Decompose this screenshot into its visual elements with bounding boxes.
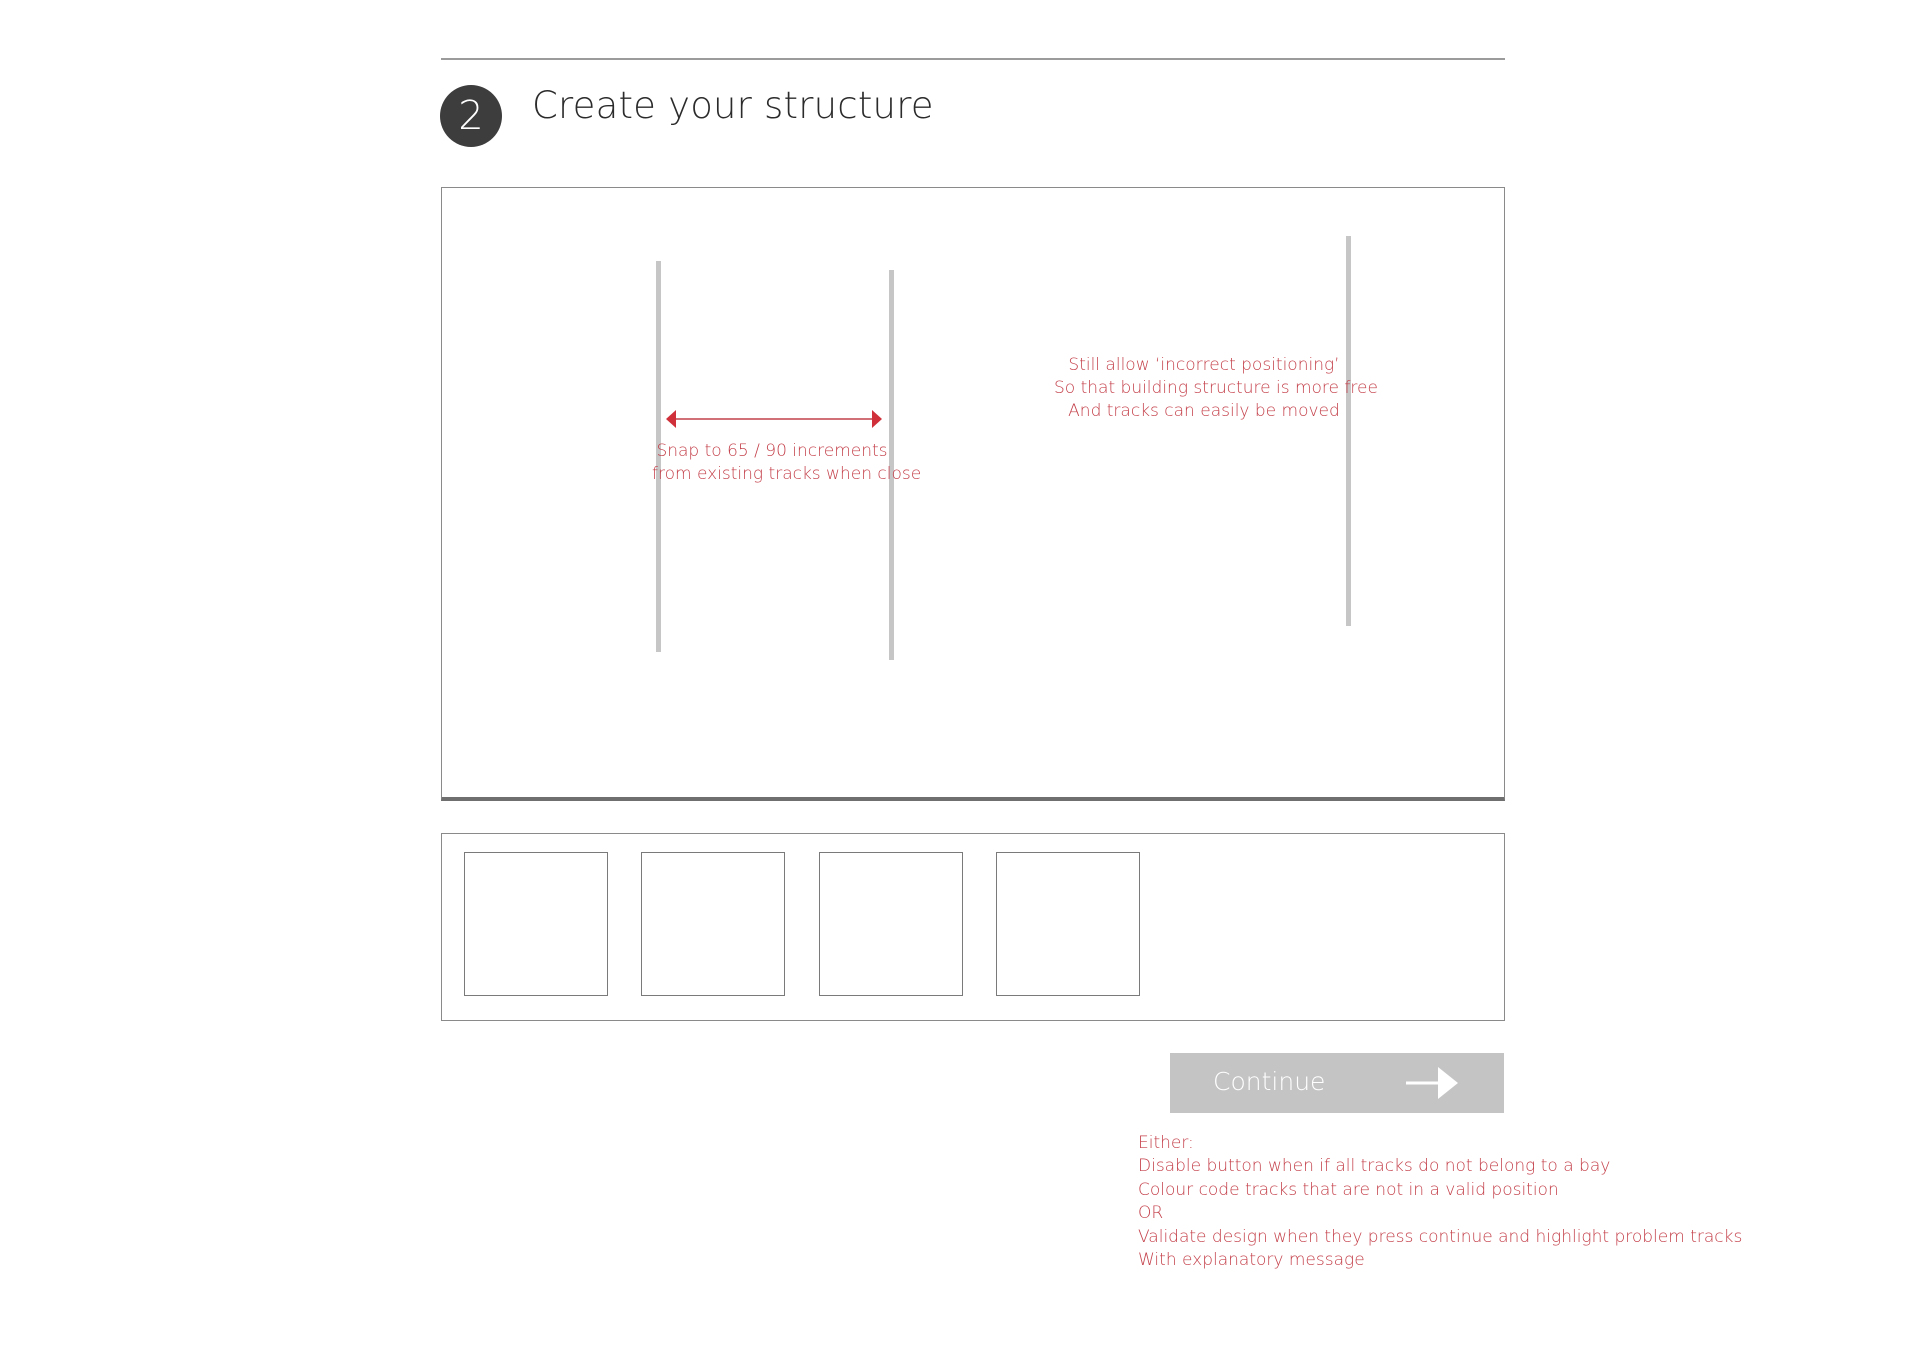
validation-note-line: Either: bbox=[1138, 1133, 1194, 1153]
snap-annotation-line1: Snap to 65 / 90 increments bbox=[656, 441, 888, 461]
palette-tile-3[interactable] bbox=[819, 852, 963, 996]
snap-distance-arrow-icon bbox=[666, 408, 882, 430]
arrow-right-icon bbox=[1406, 1065, 1458, 1101]
palette-tile-1[interactable] bbox=[464, 852, 608, 996]
positioning-annotation-line1: Still allow ‘incorrect positioning’ bbox=[1068, 355, 1340, 375]
palette-tile-4[interactable] bbox=[996, 852, 1140, 996]
snap-annotation bbox=[652, 440, 922, 486]
validation-note-line: Colour code tracks that are not in a valid position bbox=[1138, 1179, 1559, 1200]
step-number-badge: 2 bbox=[440, 85, 502, 147]
page-title: Create your structure bbox=[532, 84, 934, 127]
snap-annotation-line2: from existing tracks when close bbox=[652, 464, 922, 484]
validation-note bbox=[1138, 1132, 1742, 1272]
validation-note-line: Disable button when if all tracks do not belong to a bay bbox=[1138, 1156, 1611, 1177]
continue-button-label: Continue bbox=[1213, 1067, 1326, 1096]
structure-canvas[interactable] bbox=[441, 187, 1505, 801]
track-3[interactable] bbox=[1346, 236, 1351, 626]
top-divider bbox=[441, 58, 1505, 60]
validation-note-line: OR bbox=[1138, 1203, 1164, 1224]
palette-tile-2[interactable] bbox=[641, 852, 785, 996]
validation-note-line: Validate design when they press continue and highlight problem tracks bbox=[1138, 1226, 1743, 1247]
positioning-annotation-line3: And tracks can easily be moved bbox=[1068, 401, 1340, 421]
continue-button[interactable] bbox=[1170, 1053, 1504, 1113]
positioning-annotation-line2: So that building structure is more free bbox=[1054, 378, 1378, 398]
component-palette bbox=[441, 833, 1505, 1021]
positioning-annotation bbox=[1054, 354, 1378, 423]
validation-note-line: With explanatory message bbox=[1138, 1250, 1365, 1271]
